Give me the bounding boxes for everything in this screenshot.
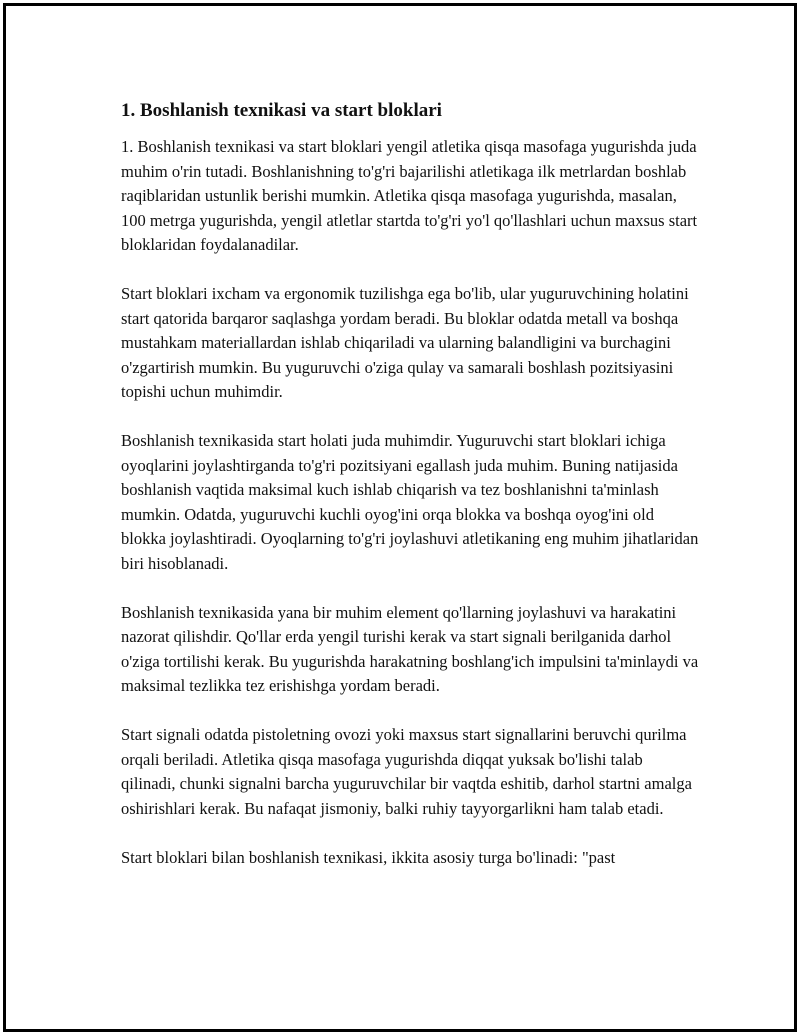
paragraph-5: Start signali odatda pistoletning ovozi yoki maxsus start signallarini beruvchi qurilma orqali beriladi. Atletika qisqa masofaga yugurishda diqqat yuksak bo'lishi talab qilinadi, chunki signalni barcha yuguruvchilar bir vaqtda eshitib, darhol startni amalga oshirishlari kerak. Bu nafaqat jismoniy, balki ruhiy tayyorgarlikni ham talab etadi. <box>121 725 692 818</box>
paragraph-2: Start bloklari ixcham va ergonomik tuzilishga ega bo'lib, ular yuguruvchining holatini start qatorida barqaror saqlashga yordam beradi. Bu bloklar odatda metall va boshqa mustahkam materiallardan ishlab chiqariladi va ularning balandligini va burchagini o'zgartirish mumkin. Bu yuguruvchi o'ziga qulay va samarali boshlash pozitsiyasini topishi uchun muhimdir. <box>121 284 689 401</box>
document-body <box>121 97 701 895</box>
page-frame <box>3 3 797 1032</box>
paragraph-1: 1. Boshlanish texnikasi va start bloklari yengil atletika qisqa masofaga yugurishda juda muhim o'rin tutadi. Boshlanishning to'g'ri bajarilishi atletikaga ilk metrlardan boshlab raqiblaridan ustunlik berishi mumkin. Atletika qisqa masofaga yugurishda, masalan, 100 metrga yugurishda, yengil atletlar startda to'g'ri yo'l qo'llashlari uchun maxsus start bloklaridan foydalanadilar. <box>121 137 698 254</box>
paragraph-3: Boshlanish texnikasida start holati juda muhimdir. Yuguruvchi start bloklari ichiga oyoqlarini joylashtirganda to'g'ri pozitsiyani egallash juda muhim. Buning natijasida boshlanish vaqtida maksimal kuch ishlab chiqarish va tez boshlanishni ta'minlash mumkin. Odatda, yuguruvchi kuchli oyog'ini orqa blokka va boshqa oyog'ini old blokka joylashtiradi. Oyoqlarning to'g'ri joylashuvi atletikaning eng muhim jihatlaridan biri hisoblanadi. <box>121 431 699 573</box>
section-heading: 1. Boshlanish texnikasi va start bloklari <box>121 100 442 121</box>
paragraph-6: Start bloklari bilan boshlanish texnikasi, ikkita asosiy turga bo'linadi: "past <box>121 847 616 867</box>
paragraph-4: Boshlanish texnikasida yana bir muhim element qo'llarning joylashuvi va harakatini nazorat qilishdir. Qo'llar erda yengil turishi kerak va start signali berilganida darhol o'ziga tortilishi kerak. Bu yugurishda harakatning boshlang'ich impulsini ta'minlaydi va maksimal tezlikka tez erishishga yordam beradi. <box>121 602 699 695</box>
